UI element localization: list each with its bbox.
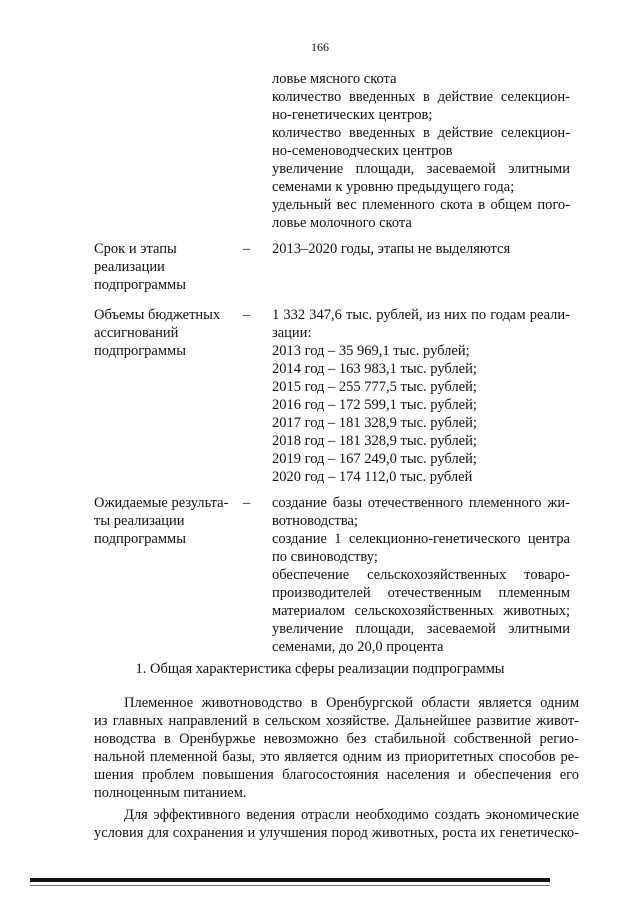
indicator-line: увеличение площади, засеваемой элитными [272,161,570,177]
scan-bottom-rule [30,878,550,882]
row-label-line: подпрограммы [94,531,186,547]
row-dash: – [243,495,251,511]
row-label-line: подпрограммы [94,277,186,293]
row-value-line: по свиноводству; [272,549,378,565]
budget-year-line: 2014 год – 163 983,1 тыс. рублей; [272,361,477,377]
indicator-line: ловье молочного скота [272,215,412,231]
scan-bottom-rule-thin [30,885,550,886]
row-dash: – [243,241,251,257]
paragraph-line: условия для сохранения и улучшения пород животных, роста их генетическо- [94,825,579,841]
row-label-line: ты реализации [94,513,185,529]
row-value-line: 1 332 347,6 тыс. рублей, из них по годам реали- [272,307,570,323]
section-heading: 1. Общая характеристика сферы реализации подпрограммы [135,661,505,677]
paragraph-line: из главных направлений в сельском хозяйстве. Дальнейшее развитие живот- [94,713,579,729]
row-value-line: обеспечение сельскохозяйственных товаро- [272,567,570,583]
paragraph-line: новодства в Оренбуржье невозможно без стабильной собственной регио- [94,731,579,747]
indicator-line: удельный вес племенного скота в общем пого- [272,197,570,213]
row-label-line: Срок и этапы [94,241,177,257]
row-value-line: производителей отечественным племенным [272,585,570,601]
row-label-line: Ожидаемые результа- [94,495,229,511]
budget-year-line: 2020 год – 174 112,0 тыс. рублей [272,469,473,485]
row-label-line: реализации [94,259,165,275]
page-number: 166 [311,40,329,54]
row-label-line: подпрограммы [94,343,186,359]
paragraph-line: шения проблем повышения благосостояния населения и обеспечения его [94,767,579,783]
row-value-line: увеличение площади, засеваемой элитными [272,621,570,637]
paragraph-line: нальной племенной базы, это является одним из приоритетных способов ре- [94,749,579,765]
row-value-line: вотноводства; [272,513,359,529]
row-label-line: Объемы бюджетных [94,307,221,323]
indicator-line: количество введенных в действие селекцион- [272,89,570,105]
row-value-line: материалом сельскохозяйственных животных; [272,603,570,619]
budget-year-line: 2019 год – 167 249,0 тыс. рублей; [272,451,477,467]
row-value-line: создание 1 селекционно-генетического центра [272,531,570,547]
indicator-line: количество введенных в действие селекцион- [272,125,570,141]
budget-year-line: 2018 год – 181 328,9 тыс. рублей; [272,433,477,449]
indicator-line: но-генетических центров; [272,107,433,123]
budget-year-line: 2013 год – 35 969,1 тыс. рублей; [272,343,470,359]
row-dash: – [243,307,251,323]
row-value-line: создание базы отечественного племенного жи- [272,495,570,511]
paragraph-line: Племенное животноводство в Оренбургской области является одним [124,695,579,711]
budget-year-line: 2015 год – 255 777,5 тыс. рублей; [272,379,477,395]
row-value-line: 2013–2020 годы, этапы не выделяются [272,241,511,257]
budget-year-line: 2017 год – 181 328,9 тыс. рублей; [272,415,477,431]
paragraph-line: полноценным питанием. [94,785,247,801]
paragraph-line: Для эффективного ведения отрасли необходимо создать экономические [124,807,579,823]
row-value-line: семенами, до 20,0 процента [272,639,444,655]
row-value-line: зации: [272,325,312,341]
indicator-line: но-семеноводческих центров [272,143,453,159]
indicator-line: семенами к уровню предыдущего года; [272,179,515,195]
row-label-line: ассигнований [94,325,179,341]
budget-year-line: 2016 год – 172 599,1 тыс. рублей; [272,397,477,413]
indicator-line: ловье мясного скота [272,71,397,87]
